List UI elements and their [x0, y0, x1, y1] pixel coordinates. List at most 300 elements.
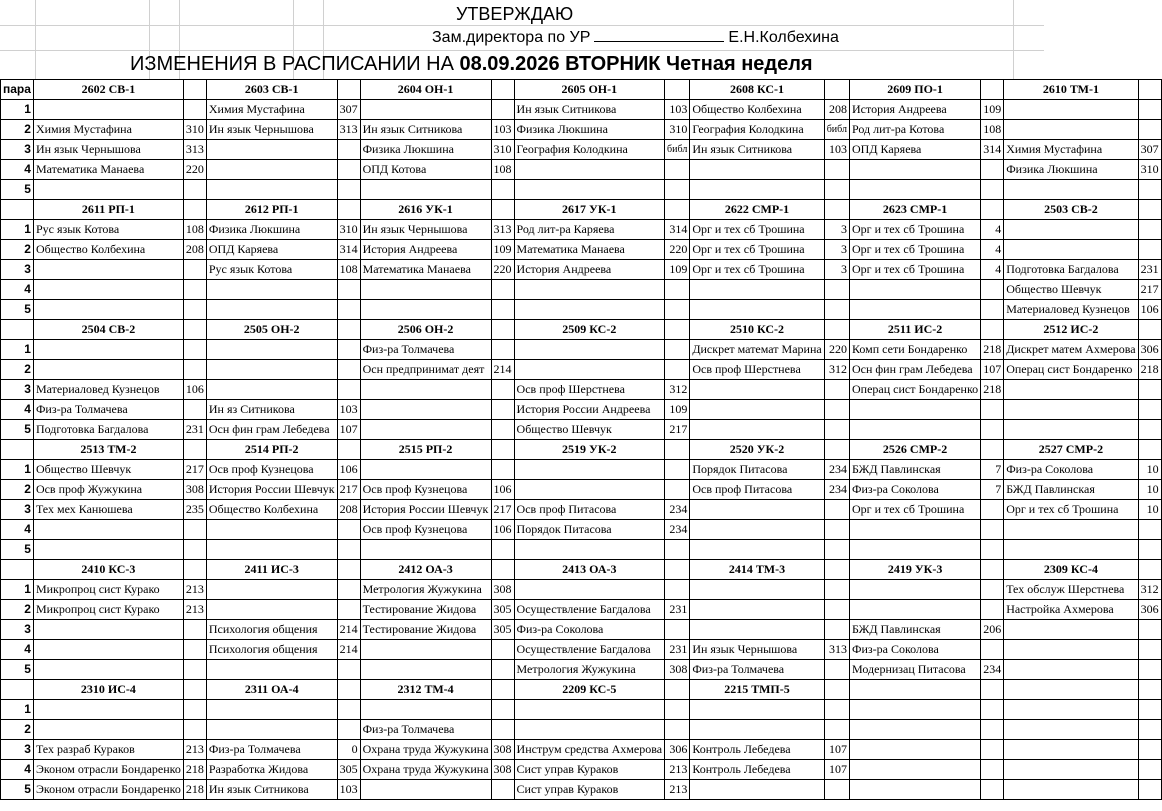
room-cell: 307: [1138, 140, 1161, 160]
room-cell: [1138, 240, 1161, 260]
lesson-cell: Орг и тех сб Трошина: [690, 240, 824, 260]
para-number: 4: [1, 520, 34, 540]
lesson-cell: [360, 460, 491, 480]
lesson-cell: [206, 360, 337, 380]
lesson-cell: [849, 600, 980, 620]
grid-line: [0, 50, 1044, 51]
room-cell: [337, 160, 360, 180]
room-cell: [665, 280, 690, 300]
lesson-cell: Физика Люкшина: [206, 220, 337, 240]
room-cell: 218: [183, 780, 206, 800]
lesson-cell: Физ-ра Толмачева: [360, 340, 491, 360]
group-header-row: [1, 320, 1162, 340]
room-cell: [1138, 400, 1161, 420]
lesson-cell: [849, 700, 980, 720]
lesson-cell: Химия Мустафина: [206, 100, 337, 120]
para-number: 2: [1, 720, 34, 740]
room-cell: 312: [1138, 580, 1161, 600]
lesson-cell: [1004, 220, 1138, 240]
room-cell: 3: [824, 240, 849, 260]
room-cell: 234: [665, 520, 690, 540]
lesson-cell: [690, 540, 824, 560]
group-room-header: [337, 200, 360, 220]
lesson-cell: Общество Колбехина: [690, 100, 824, 120]
para-number: 1: [1, 220, 34, 240]
room-cell: 218: [1138, 360, 1161, 380]
group-room-header: [183, 200, 206, 220]
room-cell: 312: [824, 360, 849, 380]
room-cell: [824, 160, 849, 180]
lesson-cell: Род лит-ра Котова: [849, 120, 980, 140]
room-cell: 108: [981, 120, 1004, 140]
room-cell: 218: [981, 340, 1004, 360]
group-room-header: [824, 680, 849, 700]
para-number: 3: [1, 740, 34, 760]
room-cell: [1138, 120, 1161, 140]
group-name: 2311 ОА-4: [206, 680, 337, 700]
group-name: 2612 РП-1: [206, 200, 337, 220]
group-header-row: [1, 80, 1162, 100]
room-cell: [981, 640, 1004, 660]
group-header-row: [1, 440, 1162, 460]
group-name: 2526 СМР-2: [849, 440, 980, 460]
room-cell: 217: [665, 420, 690, 440]
room-cell: [981, 280, 1004, 300]
lesson-cell: Ин язык Ситникова: [360, 120, 491, 140]
room-cell: 3: [824, 260, 849, 280]
page-title: [130, 53, 813, 76]
room-cell: [1138, 720, 1161, 740]
lesson-cell: Ин язык Ситникова: [514, 100, 665, 120]
room-cell: 103: [337, 400, 360, 420]
group-name: 2602 СВ-1: [33, 80, 183, 100]
lesson-cell: [33, 340, 183, 360]
lesson-cell: Физ-ра Соколова: [514, 620, 665, 640]
room-cell: 308: [491, 760, 514, 780]
room-cell: 314: [981, 140, 1004, 160]
title-date: 08.09.2026: [459, 53, 560, 75]
lesson-cell: [206, 380, 337, 400]
table-row: [1, 460, 1162, 480]
group-name: 2506 ОН-2: [360, 320, 491, 340]
room-cell: [337, 580, 360, 600]
lesson-cell: Контроль Лебедева: [690, 760, 824, 780]
lesson-cell: [360, 280, 491, 300]
room-cell: [824, 600, 849, 620]
lesson-cell: [33, 280, 183, 300]
lesson-cell: [33, 540, 183, 560]
room-cell: [337, 380, 360, 400]
room-cell: [491, 660, 514, 680]
para-number: 4: [1, 760, 34, 780]
lesson-cell: [206, 280, 337, 300]
lesson-cell: [33, 260, 183, 280]
room-cell: [1138, 420, 1161, 440]
lesson-cell: [206, 540, 337, 560]
table-row: [1, 760, 1162, 780]
room-cell: 106: [491, 520, 514, 540]
group-room-header: [665, 200, 690, 220]
lesson-cell: Орг и тех сб Трошина: [849, 220, 980, 240]
lesson-cell: Ин язык Чернышова: [690, 640, 824, 660]
schedule-table: [0, 79, 1162, 800]
room-cell: [981, 160, 1004, 180]
table-row: [1, 120, 1162, 140]
lesson-cell: Ин язык Чернышова: [33, 140, 183, 160]
room-cell: 106: [1138, 300, 1161, 320]
lesson-cell: Общество Шевчук: [514, 420, 665, 440]
lesson-cell: Подготовка Багдалова: [33, 420, 183, 440]
lesson-cell: БЖД Павлинская: [849, 460, 980, 480]
lesson-cell: ОПД Котова: [360, 160, 491, 180]
room-cell: 106: [337, 460, 360, 480]
room-cell: [665, 540, 690, 560]
lesson-cell: [1004, 100, 1138, 120]
room-cell: [337, 600, 360, 620]
room-cell: библ: [824, 120, 849, 140]
lesson-cell: [690, 580, 824, 600]
room-cell: 214: [337, 640, 360, 660]
room-cell: 217: [1138, 280, 1161, 300]
room-cell: [183, 640, 206, 660]
room-cell: [824, 720, 849, 740]
room-cell: [665, 340, 690, 360]
room-cell: 208: [824, 100, 849, 120]
group-room-header: [981, 80, 1004, 100]
lesson-cell: БЖД Павлинская: [849, 620, 980, 640]
room-cell: [491, 700, 514, 720]
group-room-header: [981, 320, 1004, 340]
group-name: 2609 ПО-1: [849, 80, 980, 100]
room-cell: 213: [665, 760, 690, 780]
lesson-cell: [690, 300, 824, 320]
room-cell: [824, 400, 849, 420]
lesson-cell: [1004, 180, 1138, 200]
room-cell: [665, 460, 690, 480]
room-cell: [337, 140, 360, 160]
group-room-header: [1138, 440, 1161, 460]
room-cell: 308: [665, 660, 690, 680]
group-name: 2519 УК-2: [514, 440, 665, 460]
room-cell: 308: [491, 580, 514, 600]
room-cell: [981, 760, 1004, 780]
group-room-header: [183, 80, 206, 100]
lesson-cell: Род лит-ра Каряева: [514, 220, 665, 240]
lesson-cell: Ин язык Ситникова: [690, 140, 824, 160]
room-cell: 313: [824, 640, 849, 660]
room-cell: [824, 280, 849, 300]
room-cell: 217: [183, 460, 206, 480]
para-number: 5: [1, 180, 34, 200]
lesson-cell: Математика Манаева: [360, 260, 491, 280]
lesson-cell: [849, 580, 980, 600]
room-cell: [665, 620, 690, 640]
para-header-empty: [1, 560, 34, 580]
lesson-cell: Осуществление Багдалова: [514, 600, 665, 620]
lesson-cell: Физика Люкшина: [1004, 160, 1138, 180]
room-cell: 305: [491, 620, 514, 640]
room-cell: [981, 300, 1004, 320]
lesson-cell: [514, 700, 665, 720]
lesson-cell: [1004, 240, 1138, 260]
lesson-cell: [33, 720, 183, 740]
lesson-cell: Физ-ра Толмачева: [690, 660, 824, 680]
room-cell: [824, 520, 849, 540]
room-cell: 234: [665, 500, 690, 520]
lesson-cell: [514, 360, 665, 380]
table-row: [1, 720, 1162, 740]
room-cell: [981, 540, 1004, 560]
lesson-cell: [514, 460, 665, 480]
room-cell: [665, 700, 690, 720]
lesson-cell: Общество Колбехина: [206, 500, 337, 520]
room-cell: [665, 160, 690, 180]
room-cell: 310: [665, 120, 690, 140]
group-name: 2411 ИС-3: [206, 560, 337, 580]
lesson-cell: Модернизац Питасова: [849, 660, 980, 680]
room-cell: 306: [665, 740, 690, 760]
lesson-cell: [849, 280, 980, 300]
group-room-header: [824, 320, 849, 340]
group-room-header: [981, 680, 1004, 700]
lesson-cell: [1004, 740, 1138, 760]
room-cell: [665, 480, 690, 500]
title-day: ВТОРНИК Четная неделя: [565, 53, 813, 75]
lesson-cell: История Андреева: [514, 260, 665, 280]
lesson-cell: Орг и тех сб Трошина: [849, 260, 980, 280]
table-row: [1, 220, 1162, 240]
lesson-cell: Тех мех Канюшева: [33, 500, 183, 520]
lesson-cell: [514, 160, 665, 180]
lesson-cell: Ин язык Чернышова: [360, 220, 491, 240]
table-row: [1, 260, 1162, 280]
lesson-cell: [33, 300, 183, 320]
table-row: [1, 240, 1162, 260]
grid-line: [0, 25, 1044, 26]
lesson-cell: Физ-ра Толмачева: [360, 720, 491, 740]
lesson-cell: [849, 300, 980, 320]
group-name: 2419 УК-3: [849, 560, 980, 580]
table-row: [1, 340, 1162, 360]
lesson-cell: Осв проф Шерстнева: [514, 380, 665, 400]
group-room-header: [981, 200, 1004, 220]
para-number: 5: [1, 420, 34, 440]
room-cell: [491, 280, 514, 300]
lesson-cell: Осн фин грам Лебедева: [206, 420, 337, 440]
lesson-cell: География Колодкина: [690, 120, 824, 140]
lesson-cell: [514, 340, 665, 360]
room-cell: [183, 100, 206, 120]
room-cell: [183, 660, 206, 680]
room-cell: [1138, 520, 1161, 540]
lesson-cell: Физика Люкшина: [360, 140, 491, 160]
para-header-empty: [1, 320, 34, 340]
para-number: 4: [1, 400, 34, 420]
lesson-cell: Контроль Лебедева: [690, 740, 824, 760]
lesson-cell: [206, 660, 337, 680]
lesson-cell: [1004, 120, 1138, 140]
group-room-header: [1138, 80, 1161, 100]
para-number: 2: [1, 480, 34, 500]
lesson-cell: [33, 660, 183, 680]
lesson-cell: [360, 660, 491, 680]
group-name: 2623 СМР-1: [849, 200, 980, 220]
lesson-cell: [849, 540, 980, 560]
para-number: 3: [1, 620, 34, 640]
lesson-cell: Орг и тех сб Трошина: [690, 260, 824, 280]
lesson-cell: [514, 300, 665, 320]
room-cell: [337, 360, 360, 380]
lesson-cell: Осв проф Питасова: [514, 500, 665, 520]
lesson-cell: Математика Манаева: [514, 240, 665, 260]
room-cell: [183, 540, 206, 560]
lesson-cell: История Андреева: [360, 240, 491, 260]
table-row: [1, 160, 1162, 180]
lesson-cell: Операц сист Бондаренко: [1004, 360, 1138, 380]
room-cell: 220: [491, 260, 514, 280]
lesson-cell: История Андреева: [849, 100, 980, 120]
room-cell: 109: [491, 240, 514, 260]
grid-line: [1013, 0, 1014, 80]
deputy-line: [432, 29, 839, 47]
lesson-cell: Осв проф Шерстнева: [690, 360, 824, 380]
group-room-header: [665, 80, 690, 100]
lesson-cell: Физ-ра Соколова: [1004, 460, 1138, 480]
room-cell: [1138, 740, 1161, 760]
lesson-cell: Осв проф Кузнецова: [360, 520, 491, 540]
group-name: 2512 ИС-2: [1004, 320, 1138, 340]
room-cell: [824, 620, 849, 640]
lesson-cell: [1004, 720, 1138, 740]
lesson-cell: История России Шевчук: [360, 500, 491, 520]
room-cell: [1138, 640, 1161, 660]
room-cell: [824, 700, 849, 720]
room-cell: 231: [183, 420, 206, 440]
group-room-header: [1138, 200, 1161, 220]
lesson-cell: [206, 600, 337, 620]
room-cell: [337, 720, 360, 740]
lesson-cell: [33, 700, 183, 720]
room-cell: 109: [665, 400, 690, 420]
room-cell: 208: [337, 500, 360, 520]
room-cell: 306: [1138, 340, 1161, 360]
room-cell: библ: [665, 140, 690, 160]
group-room-header: [183, 680, 206, 700]
room-cell: [183, 300, 206, 320]
room-cell: 310: [337, 220, 360, 240]
lesson-cell: Микропроц сист Курако: [33, 580, 183, 600]
room-cell: [491, 340, 514, 360]
lesson-cell: Инструм средства Ахмерова: [514, 740, 665, 760]
para-number: 4: [1, 640, 34, 660]
lesson-cell: Тех обслуж Шерстнева: [1004, 580, 1138, 600]
group-name: 2513 ТМ-2: [33, 440, 183, 460]
lesson-cell: [1004, 380, 1138, 400]
lesson-cell: БЖД Павлинская: [1004, 480, 1138, 500]
room-cell: 313: [491, 220, 514, 240]
grid-line: [35, 0, 36, 80]
room-cell: [981, 400, 1004, 420]
room-cell: 107: [824, 740, 849, 760]
room-cell: [981, 500, 1004, 520]
lesson-cell: Метрология Жужукина: [514, 660, 665, 680]
group-room-header: [183, 560, 206, 580]
lesson-cell: Материаловед Кузнецов: [1004, 300, 1138, 320]
group-name: 2610 ТМ-1: [1004, 80, 1138, 100]
group-room-header: [824, 560, 849, 580]
group-room-header: [981, 440, 1004, 460]
lesson-cell: Осн предпринимат деят: [360, 360, 491, 380]
room-cell: [1138, 760, 1161, 780]
room-cell: 107: [981, 360, 1004, 380]
para-number: 4: [1, 280, 34, 300]
lesson-cell: [849, 180, 980, 200]
room-cell: 213: [665, 780, 690, 800]
lesson-cell: [514, 180, 665, 200]
table-row: [1, 660, 1162, 680]
room-cell: 108: [491, 160, 514, 180]
lesson-cell: [206, 700, 337, 720]
table-row: [1, 380, 1162, 400]
lesson-cell: [514, 720, 665, 740]
room-cell: 3: [824, 220, 849, 240]
lesson-cell: [1004, 640, 1138, 660]
group-name: 2604 ОН-1: [360, 80, 491, 100]
group-name: 2527 СМР-2: [1004, 440, 1138, 460]
room-cell: [824, 500, 849, 520]
lesson-cell: [690, 780, 824, 800]
lesson-cell: [206, 300, 337, 320]
room-cell: 217: [337, 480, 360, 500]
group-name: 2503 СВ-2: [1004, 200, 1138, 220]
room-cell: 314: [665, 220, 690, 240]
lesson-cell: ОПД Каряева: [849, 140, 980, 160]
room-cell: 308: [491, 740, 514, 760]
lesson-cell: [1004, 540, 1138, 560]
lesson-cell: [514, 280, 665, 300]
room-cell: [665, 720, 690, 740]
lesson-cell: Эконом отрасли Бондаренко: [33, 780, 183, 800]
lesson-cell: [1004, 660, 1138, 680]
lesson-cell: История России Шевчук: [206, 480, 337, 500]
room-cell: [491, 720, 514, 740]
room-cell: [337, 660, 360, 680]
lesson-cell: [849, 740, 980, 760]
room-cell: 108: [337, 260, 360, 280]
lesson-cell: [33, 180, 183, 200]
group-room-header: [824, 200, 849, 220]
lesson-cell: [1004, 520, 1138, 540]
lesson-cell: [206, 720, 337, 740]
room-cell: 10: [1138, 500, 1161, 520]
room-cell: 109: [665, 260, 690, 280]
deputy-name: Е.Н.Колбехина: [728, 29, 839, 46]
room-cell: 10: [1138, 480, 1161, 500]
group-name: 2509 КС-2: [514, 320, 665, 340]
room-cell: [824, 420, 849, 440]
para-number: 2: [1, 120, 34, 140]
lesson-cell: Общество Шевчук: [1004, 280, 1138, 300]
table-row: [1, 400, 1162, 420]
room-cell: [183, 620, 206, 640]
room-cell: [1138, 660, 1161, 680]
room-cell: [183, 400, 206, 420]
table-row: [1, 300, 1162, 320]
lesson-cell: [33, 520, 183, 540]
room-cell: [337, 180, 360, 200]
room-cell: [665, 360, 690, 380]
room-cell: 0: [337, 740, 360, 760]
